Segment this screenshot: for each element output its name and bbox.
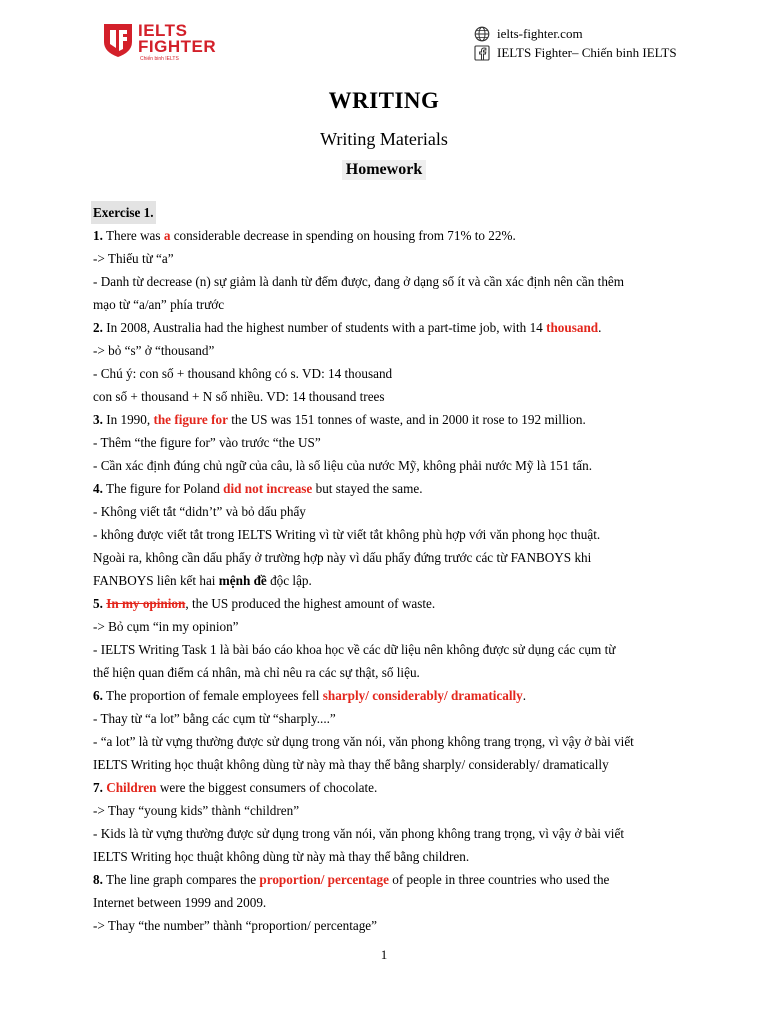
- note-text: độc lập.: [266, 573, 312, 588]
- sentence-text: The line graph compares the: [102, 872, 260, 887]
- note: - Kids là từ vựng thường được sử dụng trong văn nói, văn phong không trang trọng, vì vậy ở bài viết: [93, 826, 624, 841]
- correction: proportion/ percentage: [259, 872, 389, 887]
- homework-heading: Homework: [342, 160, 426, 180]
- item-number: 5.: [93, 596, 103, 611]
- struck-correction: In my opinion: [106, 596, 186, 611]
- note-bold: mệnh đề: [218, 573, 267, 588]
- sentence-8: [93, 868, 693, 891]
- note: - Danh từ decrease (n) sự giảm là danh từ đếm được, đang ở dạng số ít và cần xác định nên cần thêm: [93, 274, 625, 289]
- correction: thousand: [546, 320, 599, 335]
- page-subtitle: Writing Materials: [320, 129, 448, 149]
- note: -> bỏ “s” ở “thousand”: [93, 343, 215, 358]
- sentence-4: [93, 477, 693, 500]
- item-number: 2.: [93, 320, 103, 335]
- homework-heading-wrap: [0, 160, 768, 180]
- sentence-text: .: [598, 320, 602, 335]
- note: thể hiện quan điểm cá nhân, mà chỉ nêu ra các sự thật, số liệu.: [93, 665, 420, 680]
- exercise-heading: Exercise 1.: [91, 201, 156, 224]
- exercise-heading-line: [93, 201, 693, 224]
- logo-tagline: Chiến binh IELTS: [140, 56, 179, 62]
- note: - Thay từ “a lot” bằng các cụm từ “sharply....”: [93, 711, 336, 726]
- item-number: 1.: [93, 228, 103, 243]
- sentence-text: of people in three countries who used the: [388, 872, 610, 887]
- sentence-5: [93, 592, 693, 615]
- correction: sharply/ considerably/ dramatically: [322, 688, 523, 703]
- note: -> Bỏ cụm “in my opinion”: [93, 619, 239, 634]
- sentence-1: [93, 224, 693, 247]
- note-text: FANBOYS liên kết hai: [93, 573, 219, 588]
- item-number: 6.: [93, 688, 103, 703]
- facebook-link[interactable]: IELTS Fighter– Chiến binh IELTS: [497, 44, 677, 60]
- note: [93, 569, 693, 592]
- sentence-text: There was: [102, 228, 164, 243]
- sentence-text: The figure for Poland: [102, 481, 224, 496]
- header-contact: [474, 24, 677, 62]
- ielts-fighter-logo: [102, 22, 232, 66]
- correction: a: [163, 228, 171, 243]
- note: Ngoài ra, không cần dấu phẩy ở trường hợp này vì dấu phẩy đứng trước các từ FANBOYS khi: [93, 550, 592, 565]
- website-row: [474, 24, 677, 43]
- item-number: 8.: [93, 872, 103, 887]
- note: - không được viết tắt trong IELTS Writing vì từ viết tắt không phù hợp với văn phong học thuật.: [93, 527, 601, 542]
- sentence-text: In 2008, Australia had the highest number of students with a part-time job, with 14: [102, 320, 547, 335]
- sentence-continuation: Internet between 1999 and 2009.: [93, 895, 267, 910]
- sentence-text: were the biggest consumers of chocolate.: [156, 780, 378, 795]
- note: - IELTS Writing Task 1 là bài báo cáo khoa học về các dữ liệu nên không được sử dụng các cụm từ: [93, 642, 616, 657]
- item-number: 3.: [93, 412, 103, 427]
- sentence-text: but stayed the same.: [312, 481, 423, 496]
- sentence-text: .: [522, 688, 527, 703]
- sentence-3: [93, 408, 693, 431]
- sentence-text: the US was 151 tonnes of waste, and in 2000 it rose to 192 million.: [227, 412, 586, 427]
- note: -> Thiếu từ “a”: [93, 251, 174, 266]
- sentence-2: [93, 316, 693, 339]
- globe-icon: [474, 26, 490, 42]
- sentence-6: [93, 684, 693, 707]
- note: - “a lot” là từ vựng thường được sử dụng trong văn nói, văn phong không trang trọng, vì vậy ở bài viết: [93, 734, 634, 749]
- website-link[interactable]: ielts-fighter.com: [497, 25, 583, 41]
- correction: Children: [106, 780, 157, 795]
- note: -> Thay “the number” thành “proportion/ percentage”: [93, 918, 378, 933]
- item-number: 7.: [93, 780, 103, 795]
- correction: the figure for: [153, 412, 228, 427]
- sentence-text: The proportion of female employees fell: [102, 688, 323, 703]
- note: IELTS Writing học thuật không dùng từ này mà thay thế bằng children.: [93, 849, 470, 864]
- note: - Không viết tắt “didn’t” và bỏ dấu phẩy: [93, 504, 306, 519]
- facebook-icon: [474, 45, 490, 61]
- sentence-7: [93, 776, 693, 799]
- exercise-content: [93, 201, 693, 937]
- note: con số + thousand + N số nhiều. VD: 14 thousand trees: [93, 389, 385, 404]
- note: IELTS Writing học thuật không dùng từ này mà thay thế bằng sharply/ considerably/ dramatically: [93, 757, 609, 772]
- sentence-text: In 1990,: [102, 412, 154, 427]
- note: mạo từ “a/an” phía trước: [93, 297, 225, 312]
- page-number: 1: [380, 947, 388, 962]
- logo-text-ielts: IELTS: [138, 21, 188, 40]
- note: - Chú ý: con số + thousand không có s. VD: 14 thousand: [93, 366, 393, 381]
- facebook-row: [474, 43, 677, 62]
- shield-logo-icon: [102, 22, 134, 58]
- note: -> Thay “young kids” thành “children”: [93, 803, 300, 818]
- sentence-text: , the US produced the highest amount of waste.: [185, 596, 436, 611]
- logo-text-fighter: FIGHTER: [138, 37, 217, 56]
- note: - Cần xác định đúng chủ ngữ của câu, là số liệu của nước Mỹ, không phải nước Mỹ là 151 tấn.: [93, 458, 593, 473]
- note: - Thêm “the figure for” vào trước “the US”: [93, 435, 321, 450]
- page-title: WRITING: [328, 88, 440, 113]
- correction: did not increase: [223, 481, 313, 496]
- sentence-text: considerable decrease in spending on housing from 71% to 22%.: [170, 228, 516, 243]
- item-number: 4.: [93, 481, 103, 496]
